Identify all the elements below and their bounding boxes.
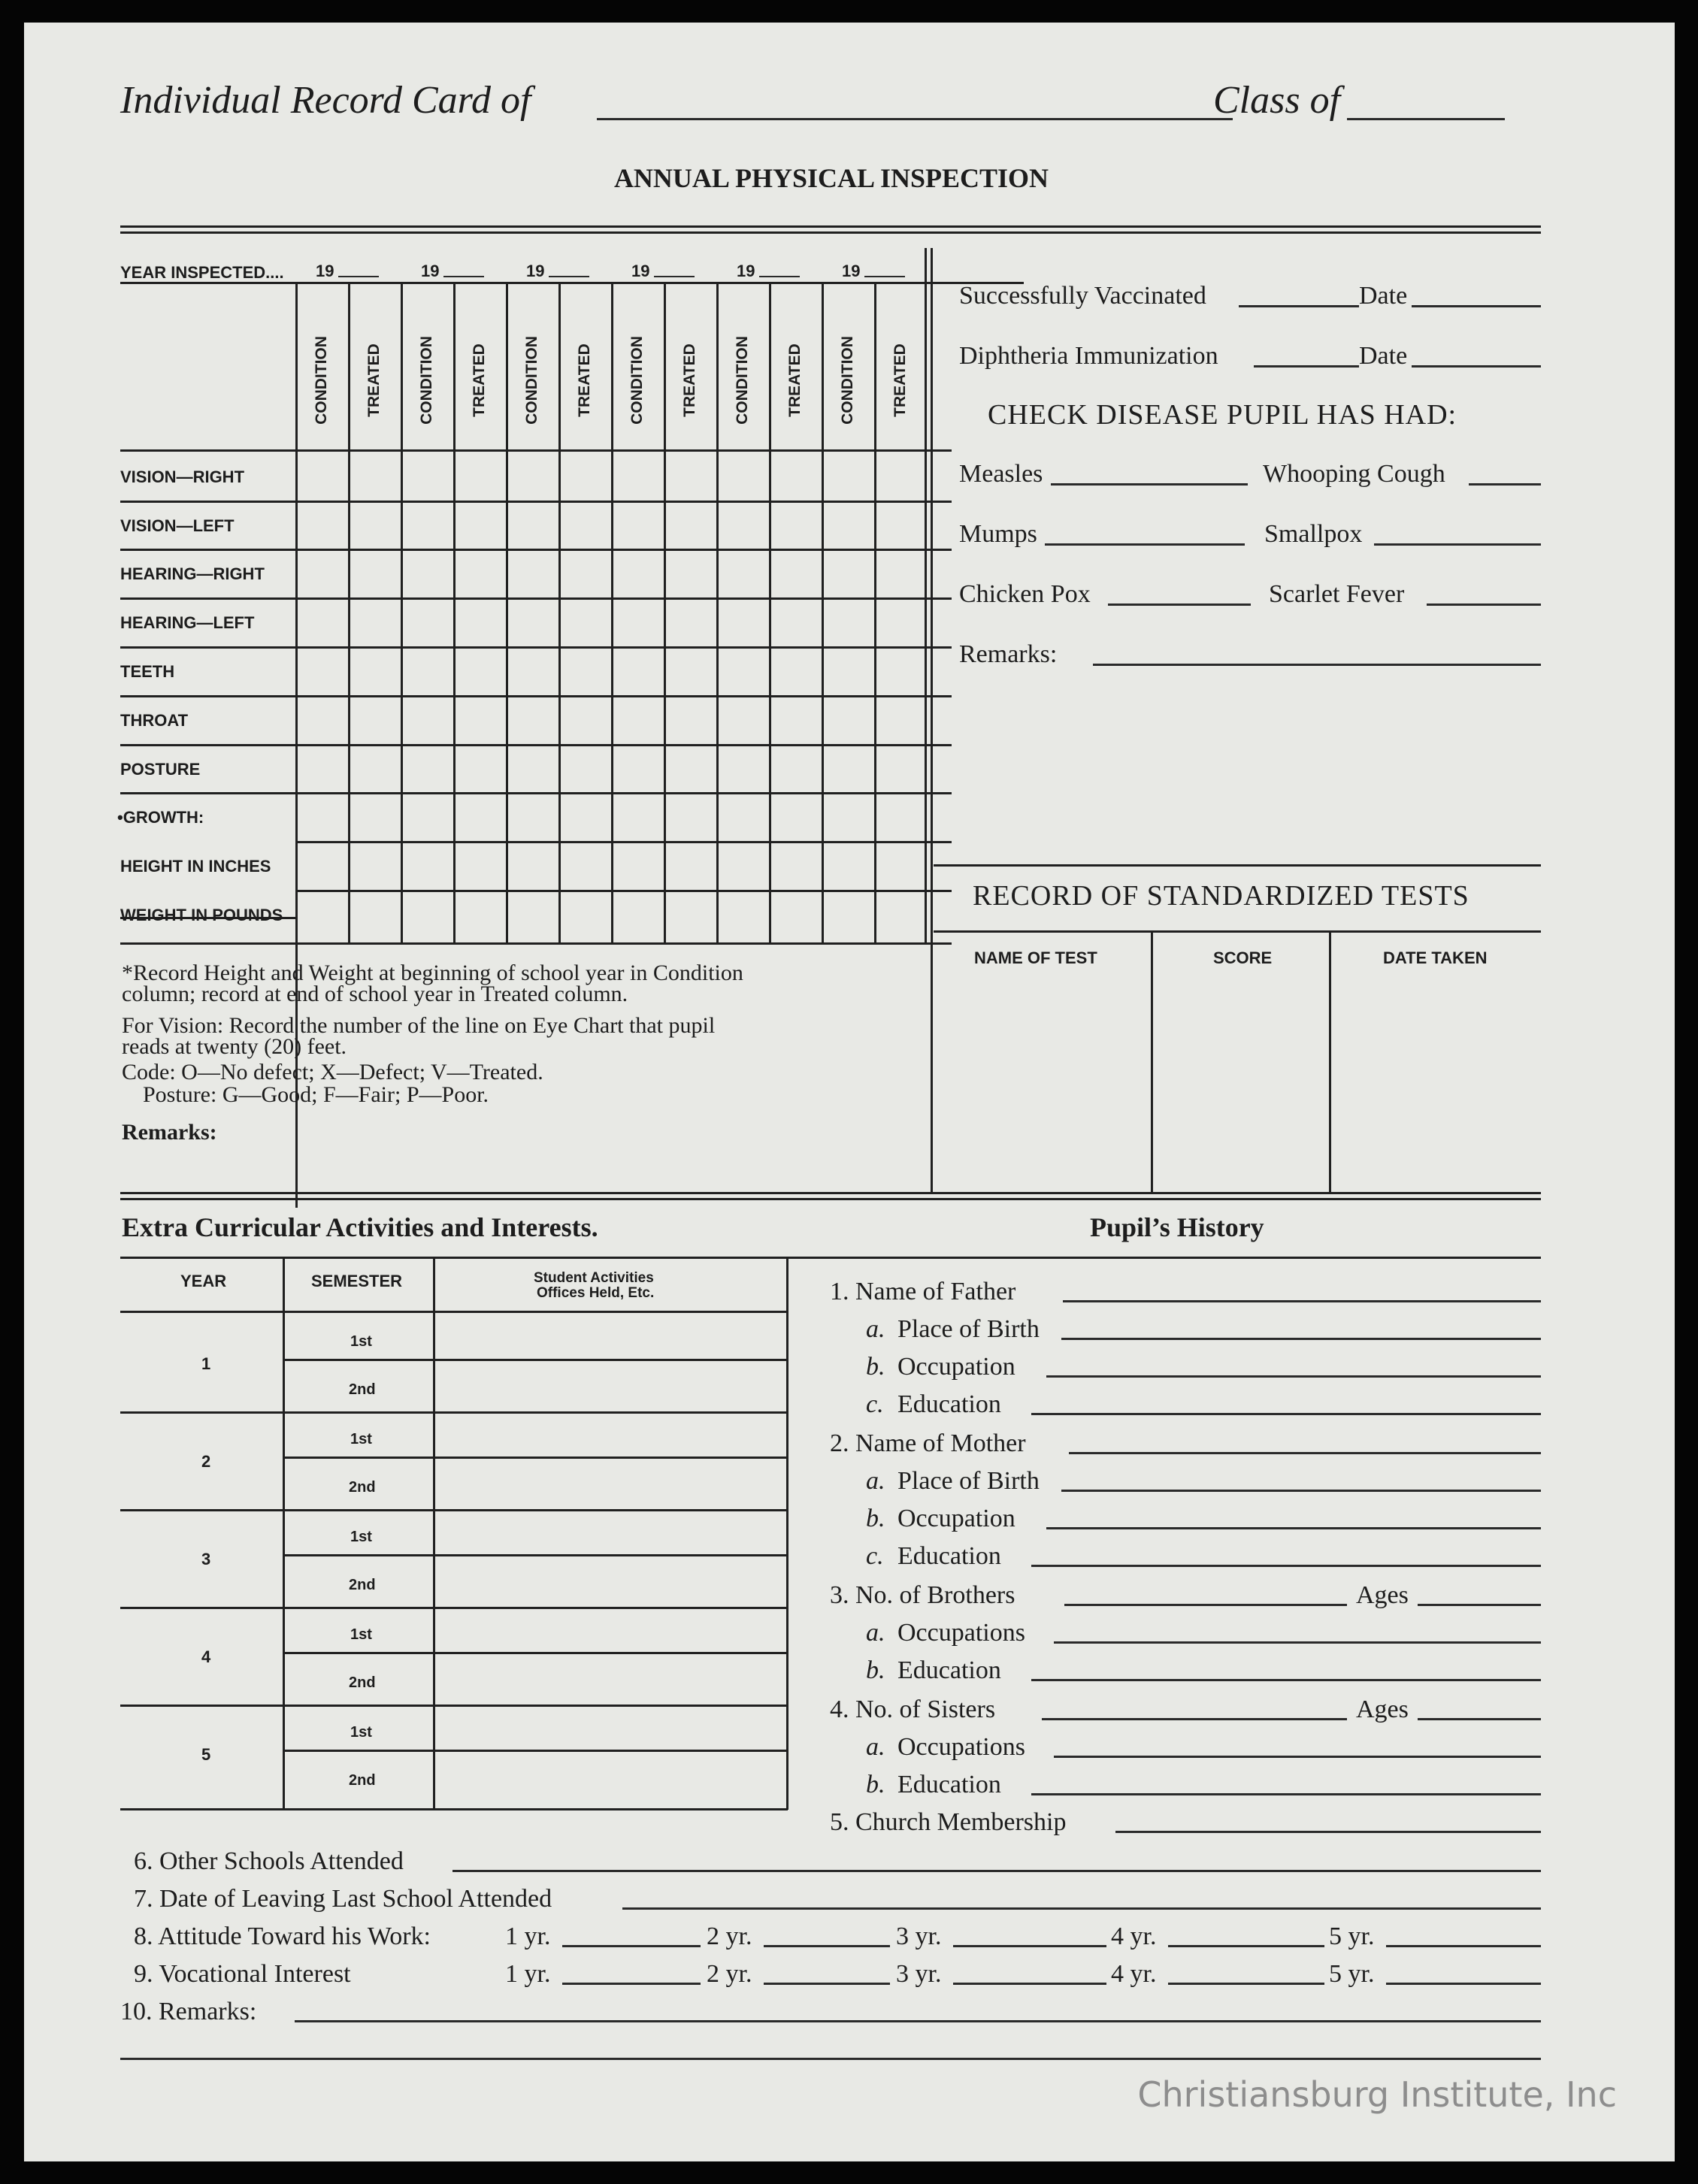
sisters-education-line[interactable] [1031,1793,1541,1795]
vocational-y3-label: 3 yr. [896,1960,942,1988]
father-occupation-label: Occupation [897,1353,1015,1381]
measles-label: Measles [959,460,1043,488]
smallpox-label: Smallpox [1264,520,1363,548]
act-sem-1st: 1st [350,1724,372,1741]
record-card [24,23,1675,2161]
father-label: 1. Name of Father [830,1278,1016,1305]
row-label: HEIGHT IN INCHES [120,857,271,876]
year-header-2: 19 [421,262,440,280]
year-header-4: 19 [631,262,650,280]
mother-line[interactable] [1069,1452,1541,1454]
col-line [716,282,719,945]
brothers-line[interactable] [1064,1604,1347,1606]
col-line [874,282,876,945]
whooping-label: Whooping Cough [1263,460,1445,488]
row-rule [120,792,952,794]
vaccinated-label: Successfully Vaccinated [959,282,1206,310]
attitude-y5-line[interactable] [1386,1945,1541,1947]
mother-label: 2. Name of Mother [830,1429,1026,1457]
bottom-remarks-line[interactable] [295,2020,1541,2022]
row-rule [295,841,952,843]
year-inspected-label: YEAR INSPECTED.... [120,263,284,282]
watermark: Christiansburg Institute, Inc [1137,2074,1617,2115]
vocational-y1-line[interactable] [562,1983,701,1985]
father-pob-line[interactable] [1061,1338,1541,1340]
act-bottom-rule [120,1808,788,1810]
sisters-label: 4. No. of Sisters [830,1695,996,1723]
brothers-ages-line[interactable] [1418,1604,1541,1606]
attitude-y3-line[interactable] [953,1945,1106,1947]
date-leaving-line[interactable] [622,1907,1541,1910]
row-label: VISION—RIGHT [120,467,245,486]
row-label: POSTURE [120,760,201,779]
row-rule [120,744,952,746]
attitude-y2-line[interactable] [764,1945,890,1947]
vocational-y2-label: 2 yr. [707,1960,752,1988]
col-condition-6: CONDITION [839,336,856,425]
tests-col-date: DATE TAKEN [1383,948,1488,967]
tests-col-name: NAME OF TEST [974,948,1097,967]
chickenpox-line[interactable] [1108,603,1251,606]
father-line[interactable] [1063,1300,1541,1302]
year-line-4[interactable] [654,276,695,277]
brothers-label: 3. No. of Brothers [830,1581,1015,1609]
col-line [822,282,824,945]
attitude-y2-label: 2 yr. [707,1922,752,1950]
year-line-3[interactable] [549,276,589,277]
col-treated-2: TREATED [471,343,488,417]
father-a-marker: a. [866,1315,885,1343]
class-label: Class of [1213,79,1341,122]
act-col-student-2: Offices Held, Etc. [537,1285,655,1301]
act-sem-rule [283,1457,788,1459]
date-leaving-label: 7. Date of Leaving Last School Attended [134,1885,552,1913]
row-label: WEIGHT IN POUNDS [120,906,283,924]
year-header-3: 19 [526,262,545,280]
col-treated-3: TREATED [576,343,593,417]
history-heading: Pupil’s History [1090,1212,1264,1242]
col-line [925,248,927,945]
col-line [348,282,350,945]
mother-a-marker: a. [866,1467,885,1495]
act-sem-rule [283,1750,788,1752]
measles-line[interactable] [1051,483,1248,486]
attitude-y3-label: 3 yr. [896,1922,942,1950]
father-education-line[interactable] [1031,1413,1541,1415]
mother-education-label: Education [897,1542,1001,1570]
class-line[interactable] [1347,118,1505,120]
row-label: •GROWTH: [117,808,204,827]
father-occupation-line[interactable] [1046,1375,1541,1378]
col-condition-1: CONDITION [313,336,330,425]
notes-remarks: Remarks: [122,1120,217,1145]
col-line [558,282,561,945]
father-education-label: Education [897,1390,1001,1418]
top-rule-2 [120,231,1541,234]
chickenpox-label: Chicken Pox [959,580,1091,608]
attitude-y4-line[interactable] [1168,1945,1324,1947]
col-line [453,282,456,945]
sisters-a-marker: a. [866,1733,885,1761]
col-line [506,282,508,945]
mother-b-marker: b. [866,1505,885,1532]
scarlet-label: Scarlet Fever [1269,580,1405,608]
row-label: THROAT [120,711,189,730]
act-year-3: 3 [201,1550,211,1568]
act-header-rule [120,1311,788,1313]
church-label: 5. Church Membership [830,1808,1067,1836]
attitude-label: 8. Attitude Toward his Work: [134,1922,431,1950]
act-col-line [786,1257,788,1810]
act-col-line [283,1257,285,1810]
act-top-rule [120,1257,788,1259]
col-treated-6: TREATED [891,343,909,417]
row-rule [120,549,952,551]
act-year-4: 4 [201,1647,211,1666]
mother-pob-label: Place of Birth [897,1467,1040,1495]
act-sem-2nd: 2nd [349,1772,376,1789]
diphtheria-date-label: Date [1359,342,1408,370]
col-condition-4: CONDITION [628,336,646,425]
act-sem-2nd: 2nd [349,1674,376,1691]
note-1a: *Record Height and Weight at beginning of school year in Condition [122,960,743,985]
church-line[interactable] [1115,1831,1541,1833]
sisters-ages-label: Ages [1356,1695,1409,1723]
other-schools-line[interactable] [452,1870,1541,1872]
bottom-remarks-label: 10. Remarks: [120,1998,257,2025]
act-sem-1st: 1st [350,1626,372,1643]
note-1b: column; record at end of school year in Treated column. [122,982,628,1006]
mumps-line[interactable] [1045,543,1245,546]
history-top-rule [786,1257,1541,1259]
mid-rule [120,1192,1541,1194]
right-panel-divider [931,248,933,1193]
year-line-2[interactable] [443,276,484,277]
col-treated-5: TREATED [786,343,804,417]
act-col-line [433,1257,435,1810]
top-rule [120,225,1541,228]
brothers-education-label: Education [897,1656,1001,1684]
act-col-student-1: Student Activities [534,1270,654,1286]
check-disease-heading: CHECK DISEASE PUPIL HAS HAD: [988,399,1457,431]
activities-heading: Extra Curricular Activities and Interests. [122,1212,598,1242]
act-year-rule [120,1411,788,1414]
year-header-6: 19 [842,262,861,280]
diphtheria-label: Diphtheria Immunization [959,342,1218,370]
row-label: VISION—LEFT [120,516,235,535]
mid-rule-2 [120,1198,1541,1200]
col-treated-4: TREATED [681,343,698,417]
vocational-y2-line[interactable] [764,1983,890,1985]
smallpox-line[interactable] [1374,543,1541,546]
note-3: Code: O—No defect; X—Defect; V—Treated. [122,1060,543,1084]
year-header-1: 19 [316,262,334,280]
note-2b: reads at twenty (20) feet. [122,1034,347,1059]
brothers-education-line[interactable] [1031,1679,1541,1681]
year-line-5[interactable] [759,276,800,277]
vocational-y1-label: 1 yr. [505,1960,551,1988]
act-year-5: 5 [201,1745,211,1764]
page-subtitle: ANNUAL PHYSICAL INSPECTION [613,163,1049,193]
sisters-ages-line[interactable] [1418,1718,1541,1720]
act-sem-rule [283,1652,788,1654]
sisters-education-label: Education [897,1771,1001,1798]
whooping-line[interactable] [1469,483,1541,486]
col-condition-3: CONDITION [523,336,540,425]
act-sem-rule [283,1554,788,1556]
right-remarks-label: Remarks: [959,640,1058,668]
row-label: HEARING—RIGHT [120,564,265,583]
col-line [769,282,771,945]
tests-col-score: SCORE [1213,948,1273,967]
brothers-ages-label: Ages [1356,1581,1409,1609]
diphtheria-line[interactable] [1254,365,1359,368]
attitude-y5-label: 5 yr. [1329,1922,1375,1950]
act-year-rule [120,1705,788,1707]
row-rule [120,449,952,452]
act-sem-1st: 1st [350,1529,372,1545]
other-schools-label: 6. Other Schools Attended [134,1847,404,1875]
note-4: Posture: G—Good; F—Fair; P—Poor. [143,1082,489,1107]
act-sem-2nd: 2nd [349,1381,376,1398]
act-sem-rule [283,1359,788,1361]
sisters-line[interactable] [1042,1718,1347,1720]
year-line-6[interactable] [864,276,905,277]
row-label: HEARING—LEFT [120,613,255,632]
row-rule [120,646,952,649]
vocational-y5-label: 5 yr. [1329,1960,1375,1988]
act-col-year: YEAR [180,1272,227,1290]
brothers-a-marker: a. [866,1619,885,1647]
act-sem-2nd: 2nd [349,1577,376,1593]
row-rule [120,501,952,503]
row-rule [120,597,952,600]
mother-pob-line[interactable] [1061,1490,1541,1492]
col-condition-5: CONDITION [734,336,751,425]
vaccinated-date-label: Date [1359,282,1408,310]
attitude-y1-label: 1 yr. [505,1922,551,1950]
year-line-1[interactable] [338,276,379,277]
col-treated-1: TREATED [365,343,383,417]
note-2a: For Vision: Record the number of the line on Eye Chart that pupil [122,1013,716,1038]
tests-col-line [1151,930,1153,1193]
bottom-remarks-line-2[interactable] [120,2058,1541,2060]
mother-c-marker: c. [866,1542,884,1570]
act-sem-2nd: 2nd [349,1479,376,1496]
row-rule [295,890,952,892]
act-col-semester: SEMESTER [311,1272,403,1290]
col-line [401,282,403,945]
diphtheria-date-line[interactable] [1412,365,1541,368]
tests-heading: RECORD OF STANDARDIZED TESTS [973,880,1469,912]
sisters-b-marker: b. [866,1771,885,1798]
brothers-occupations-line[interactable] [1054,1641,1541,1644]
col-condition-2: CONDITION [418,336,435,425]
scarlet-line[interactable] [1427,603,1541,606]
vocational-y3-line[interactable] [953,1983,1106,1985]
tests-header-rule [934,930,1541,933]
row-rule [120,695,952,697]
vocational-y4-line[interactable] [1168,1983,1324,1985]
year-row-rule [120,282,1024,284]
father-b-marker: b. [866,1353,885,1381]
act-year-1: 1 [201,1354,211,1373]
mumps-label: Mumps [959,520,1037,548]
name-line[interactable] [597,118,1233,120]
mother-occupation-label: Occupation [897,1505,1015,1532]
brothers-occupations-label: Occupations [897,1619,1025,1647]
mother-education-line[interactable] [1031,1565,1541,1567]
vocational-y5-line[interactable] [1386,1983,1541,1985]
col-line [611,282,613,945]
sisters-occupations-label: Occupations [897,1733,1025,1761]
year-header-5: 19 [737,262,755,280]
vaccinated-date-line[interactable] [1412,305,1541,307]
table-bottom-rule [120,942,952,945]
act-year-rule [120,1607,788,1609]
vaccinated-line[interactable] [1239,305,1359,307]
sisters-occupations-line[interactable] [1054,1756,1541,1758]
row-label: TEETH [120,662,175,681]
act-sem-1st: 1st [350,1333,372,1350]
act-year-2: 2 [201,1452,211,1471]
mother-occupation-line[interactable] [1046,1527,1541,1529]
attitude-y1-line[interactable] [562,1945,701,1947]
vocational-y4-label: 4 yr. [1111,1960,1157,1988]
col-line [664,282,666,945]
act-year-rule [120,1509,788,1511]
father-pob-label: Place of Birth [897,1315,1040,1343]
card-title: Individual Record Card of [120,79,531,122]
tests-col-line [1329,930,1331,1193]
vocational-label: 9. Vocational Interest [134,1960,351,1988]
tests-top-rule [934,864,1541,867]
right-remarks-line[interactable] [1093,664,1541,666]
act-sem-1st: 1st [350,1431,372,1447]
father-c-marker: c. [866,1390,884,1418]
attitude-y4-label: 4 yr. [1111,1922,1157,1950]
brothers-b-marker: b. [866,1656,885,1684]
